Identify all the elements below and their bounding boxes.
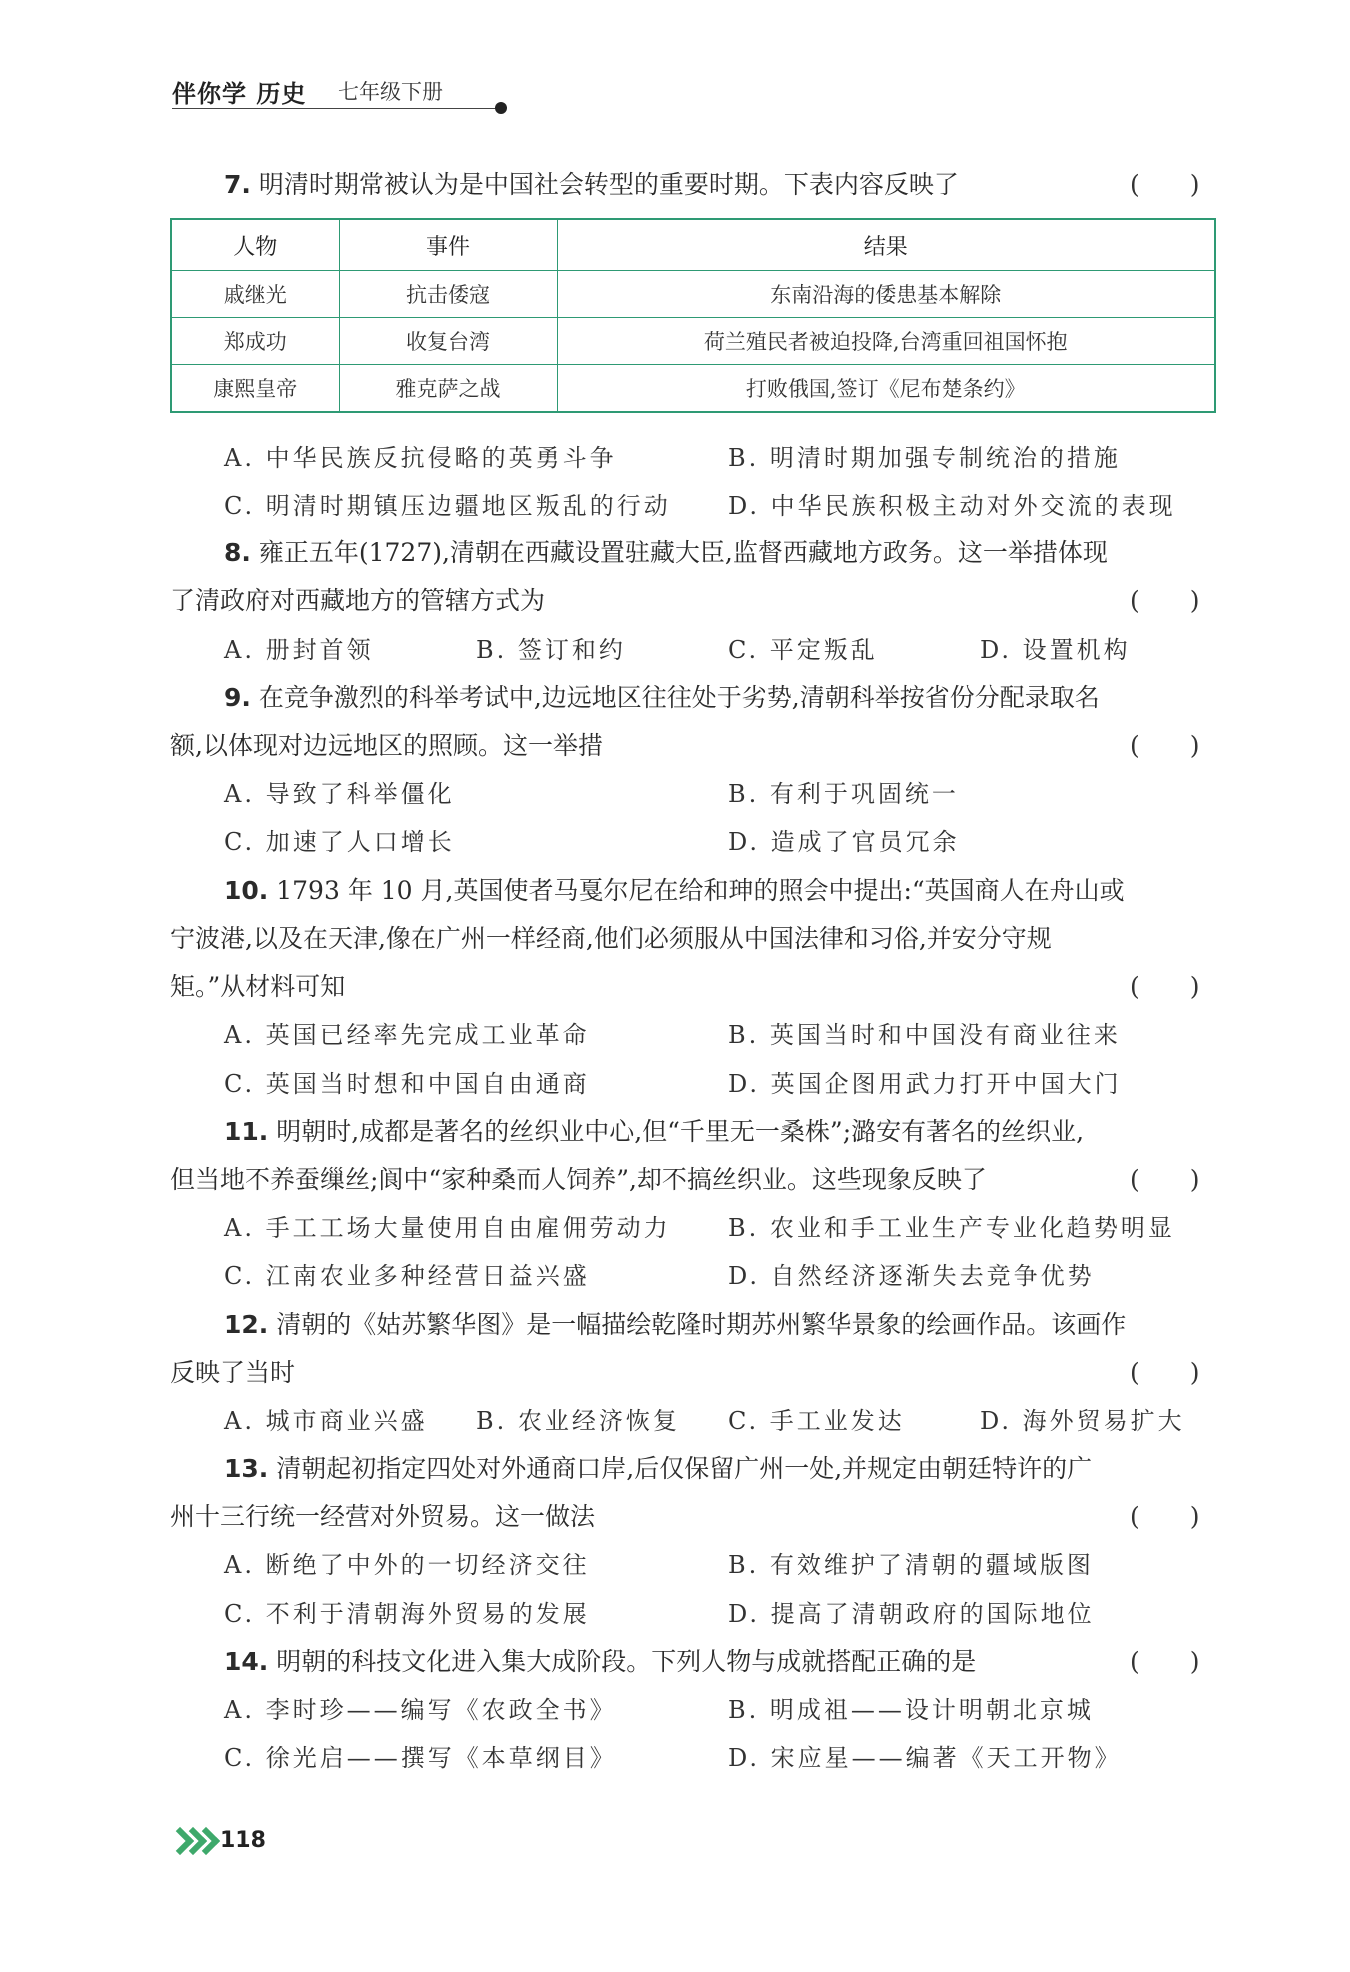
table-row <box>171 365 1215 413</box>
question-12-line-1: 12. 清朝的《姑苏繁华图》是一幅描绘乾隆时期苏州繁华景象的绘画作品。该画作 <box>224 1310 1127 1339</box>
question-8-option-d[interactable]: D. 设置机构 <box>980 636 1131 664</box>
question-10-option-a[interactable]: A. 英国已经率先完成工业革命 <box>224 1021 590 1049</box>
answer-blank-8[interactable]: ( ) <box>1130 586 1200 615</box>
question-12-line-2: 反映了当时 <box>170 1358 296 1387</box>
answer-blank-9[interactable]: ( ) <box>1130 731 1200 760</box>
page-number: 118 <box>220 1828 266 1853</box>
table-header-row <box>171 219 1215 271</box>
grade-label: 七年级下册 <box>338 80 443 104</box>
answer-blank-12[interactable]: ( ) <box>1130 1358 1200 1387</box>
table-header-cell: 人物 <box>171 219 339 271</box>
question-11-line-1: 11. 明朝时,成都是著名的丝织业中心,但“千里无一桑株”;潞安有著名的丝织业, <box>224 1117 1085 1146</box>
question-12-option-d[interactable]: D. 海外贸易扩大 <box>980 1407 1185 1435</box>
question-8-option-a[interactable]: A. 册封首领 <box>224 636 374 664</box>
question-7-option-d[interactable]: D. 中华民族积极主动对外交流的表现 <box>728 492 1176 520</box>
question-10-option-b[interactable]: B. 英国当时和中国没有商业往来 <box>728 1021 1121 1049</box>
question-10-option-d[interactable]: D. 英国企图用武力打开中国大门 <box>728 1070 1122 1098</box>
question-13-option-c[interactable]: C. 不利于清朝海外贸易的发展 <box>224 1600 590 1628</box>
table-cell: 抗击倭寇 <box>339 271 557 318</box>
question-8-option-b[interactable]: B. 签订和约 <box>476 636 626 664</box>
table-cell: 东南沿海的倭患基本解除 <box>557 271 1215 318</box>
answer-blank-7[interactable]: ( ) <box>1130 170 1200 199</box>
answer-blank-14[interactable]: ( ) <box>1130 1647 1200 1676</box>
table-cell: 郑成功 <box>171 318 339 365</box>
question-8-line-1: 8. 雍正五年(1727),清朝在西藏设置驻藏大臣,监督西藏地方政务。这一举措体现 <box>224 538 1108 567</box>
question-7-option-c[interactable]: C. 明清时期镇压边疆地区叛乱的行动 <box>224 492 671 520</box>
book-title: 伴你学 历史 <box>172 80 307 108</box>
question-10-line-2: 宁波港,以及在天津,像在广州一样经商,他们必须服从中国法律和习俗,并安分守规 <box>170 924 1052 953</box>
table-cell: 康熙皇帝 <box>171 365 339 413</box>
page-footer <box>170 1828 290 1858</box>
question-14-option-c[interactable]: C. 徐光启——撰写《本草纲目》 <box>224 1744 617 1772</box>
question-11-option-b[interactable]: B. 农业和手工业生产专业化趋势明显 <box>728 1214 1175 1242</box>
header-dot-icon <box>495 102 507 114</box>
table-row <box>171 318 1215 365</box>
question-7-option-a[interactable]: A. 中华民族反抗侵略的英勇斗争 <box>224 444 617 472</box>
question-10-line-1: 10. 1793 年 10 月,英国使者马戛尔尼在给和珅的照会中提出:“英国商人在舟山或 <box>224 876 1125 905</box>
question-9-line-2: 额,以体现对边远地区的照顾。这一举措 <box>170 731 603 760</box>
table-cell: 戚继光 <box>171 271 339 318</box>
question-9-option-d[interactable]: D. 造成了官员冗余 <box>728 828 960 856</box>
table-row <box>171 271 1215 318</box>
question-14-line-1: 14. 明朝的科技文化进入集大成阶段。下列人物与成就搭配正确的是 <box>224 1647 977 1676</box>
question-12-option-b[interactable]: B. 农业经济恢复 <box>476 1407 680 1435</box>
question-11-option-c[interactable]: C. 江南农业多种经营日益兴盛 <box>224 1262 590 1290</box>
question-10-line-3: 矩。”从材料可知 <box>170 972 346 1001</box>
question-8-line-2: 了清政府对西藏地方的管辖方式为 <box>170 586 546 615</box>
answer-blank-13[interactable]: ( ) <box>1130 1502 1200 1531</box>
question-7-line-1: 7. 明清时期常被认为是中国社会转型的重要时期。下表内容反映了 <box>224 170 959 199</box>
question-12-option-a[interactable]: A. 城市商业兴盛 <box>224 1407 428 1435</box>
question-13-option-a[interactable]: A. 断绝了中外的一切经济交往 <box>224 1551 590 1579</box>
question-11-option-d[interactable]: D. 自然经济逐渐失去竞争优势 <box>728 1262 1095 1290</box>
question-13-option-b[interactable]: B. 有效维护了清朝的疆域版图 <box>728 1551 1094 1579</box>
question-11-line-2: 但当地不养蚕缫丝;阆中“家种桑而人饲养”,却不搞丝织业。这些现象反映了 <box>170 1165 987 1194</box>
answer-blank-11[interactable]: ( ) <box>1130 1165 1200 1194</box>
table-header-cell: 事件 <box>339 219 557 271</box>
question-7-option-b[interactable]: B. 明清时期加强专制统治的措施 <box>728 444 1121 472</box>
page-header <box>172 72 512 112</box>
question-9-line-1: 9. 在竞争激烈的科举考试中,边远地区往往处于劣势,清朝科举按省份分配录取名 <box>224 683 1100 712</box>
table-cell: 雅克萨之战 <box>339 365 557 413</box>
answer-blank-10[interactable]: ( ) <box>1130 972 1200 1001</box>
table-cell: 收复台湾 <box>339 318 557 365</box>
question-14-option-d[interactable]: D. 宋应星——编著《天工开物》 <box>728 1744 1122 1772</box>
table-cell: 荷兰殖民者被迫投降,台湾重回祖国怀抱 <box>557 318 1215 365</box>
question-9-option-c[interactable]: C. 加速了人口增长 <box>224 828 455 856</box>
question-13-option-d[interactable]: D. 提高了清朝政府的国际地位 <box>728 1600 1095 1628</box>
question-13-line-2: 州十三行统一经营对外贸易。这一做法 <box>170 1502 596 1531</box>
question-13-line-1: 13. 清朝起初指定四处对外通商口岸,后仅保留广州一处,并规定由朝廷特许的广 <box>224 1454 1093 1483</box>
table-header-cell: 结果 <box>557 219 1215 271</box>
header-rule <box>172 108 500 109</box>
question-9-option-b[interactable]: B. 有利于巩固统一 <box>728 780 959 808</box>
question-8-option-c[interactable]: C. 平定叛乱 <box>728 636 878 664</box>
question-14-option-a[interactable]: A. 李时珍——编写《农政全书》 <box>224 1696 617 1724</box>
question-7-table <box>170 218 1216 413</box>
table-cell: 打败俄国,签订《尼布楚条约》 <box>557 365 1215 413</box>
question-9-option-a[interactable]: A. 导致了科举僵化 <box>224 780 455 808</box>
question-11-option-a[interactable]: A. 手工工场大量使用自由雇佣劳动力 <box>224 1214 671 1242</box>
question-14-option-b[interactable]: B. 明成祖——设计明朝北京城 <box>728 1696 1094 1724</box>
question-10-option-c[interactable]: C. 英国当时想和中国自由通商 <box>224 1070 590 1098</box>
question-12-option-c[interactable]: C. 手工业发达 <box>728 1407 905 1435</box>
